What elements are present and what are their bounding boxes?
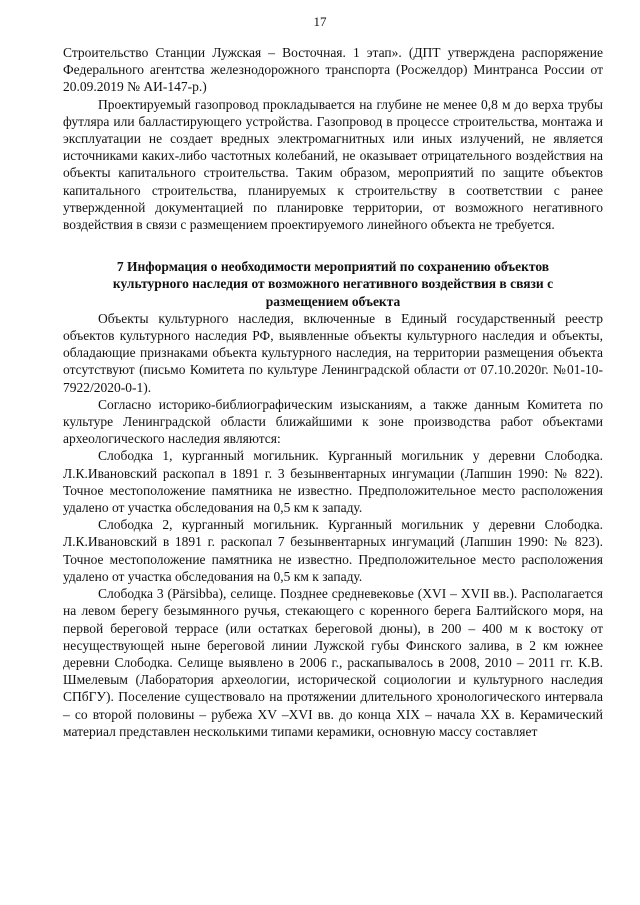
paragraph-cultural-heritage: Объекты культурного наследия, включенные в Единый государственный реестр объектов культурного наследия РФ, выявленные объекты культурного наследия и объекты, обладающие признаками объекта культурного наследия, на территории размещения объекта отсутствуют (письмо Комитета по культуре Ленинградской области от 07.10.2020г. №01-10-7922/2020-0-1). (63, 310, 603, 395)
section-heading-line: 7 Информация о необходимости мероприятий по сохранению объектов (116, 259, 550, 275)
paragraph-slobodka-3: Слободка 3 (Pärsibba), селище. Позднее средневековье (XVI – XVII вв.). Располагается на левом берегу безымянного ручья, стекающего с коренного берега Балтийского моря, на первой береговой террасе (или остатках береговой дюны), в 200 – 400 м к востоку от несуществующей ныне береговой линии Лужской губы Финского залива, в 2 км южнее деревни Слободка. Селище выявлено в 2006 г., раскапывалось в 2008, 2010 – 2011 гг. К.В. Шмелевым (Лаборатория археологии, исторической социологии и культурного наследия СПбГУ). Поселение существовало на протяжении длительного хронологического интервала – со второй половины – рубежа XV –XVI вв. до конца XIX – начала XX в. Керамический материал представлен несколькими типами керамики, основную массу составляет (63, 586, 603, 739)
page-number: 17 (313, 14, 327, 29)
paragraph-gas-pipeline: Проектируемый газопровод прокладывается на глубине не менее 0,8 м до верха трубы футляра или балластирующего устройства. Газопровод в процессе строительства, монтажа и эксплуатации не создает вредных электромагнитных или иных излучений, не является источниками каких-либо частотных колебаний, не оказывает отрицательного воздействия на объекты капитального строительства. Таким образом, мероприятий по защите объектов капитального строительства, планируемых к строительству в соответствии с ранее утвержденной документацией по планировке территории, от возможного негативного воздействия в связи с размещением проектируемого линейного объекта не требуется. (63, 96, 603, 233)
section-heading-line: культурного наследия от возможного негативного воздействия в связи с (112, 276, 554, 292)
section-heading (63, 258, 603, 310)
paragraph-archaeological-surveys: Согласно историко-библиографическим изысканиям, а также данным Комитета по культуре Ленинградской области ближайшими к зоне производства работ объектами археологического наследия являются: (63, 396, 603, 447)
paragraph-slobodka-2: Слободка 2, курганный могильник. Курганный могильник у деревни Слободка. Л.К.Ивановский в 1891 г. раскопал 7 безынвентарных ингумаций (Лапшин 1990: № 823). Точное местоположение памятника не известно. Предположительное место расположения удалено от участка обследования на 0,5 км к западу. (63, 517, 603, 584)
paragraph-ptp-reference: Строительство Станции Лужская – Восточная. 1 этап». (ДПТ утверждена распоряжение Федерального агентства железнодорожного транспорта (Росжелдор) Минтранса России от 20.09.2019 № АИ-147-р.) (63, 45, 603, 95)
section-heading-line: размещением объекта (265, 293, 401, 309)
document-body (63, 44, 603, 740)
paragraph-slobodka-1: Слободка 1, курганный могильник. Курганный могильник у деревни Слободка. Л.К.Ивановский раскопал в 1891 г. 3 безынвентарных ингумации (Лапшин 1990: № 822). Точное местоположение памятника не известно. Предположительное место расположения удалено от участка обследования на 0,5 км к западу. (63, 448, 603, 516)
